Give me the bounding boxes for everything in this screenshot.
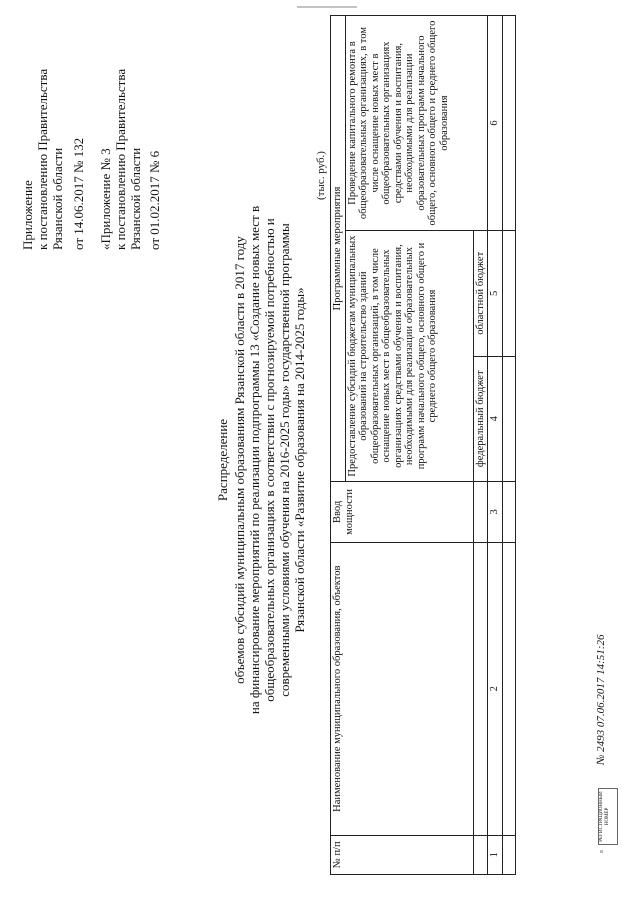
header-cell-empty [473,835,488,874]
appendix-line: к постановлению Правительства [35,68,50,250]
appendix-title: Приложение [20,180,35,250]
scan-noise [600,850,603,853]
header-cell-name: Наименование муниципального образования, объектов [331,542,474,835]
appendix-date: от 01.02.2017 № 6 [147,150,162,250]
title-line: объемов субсидий муниципальным образованиям Рязанской области в 2017 году [232,236,247,684]
table-cell [502,231,515,356]
table-cell [502,356,515,481]
table-cell [502,16,515,231]
header-cell-federal: федеральный бюджет [473,356,488,481]
column-number: 4 [488,356,503,481]
table-row [488,16,503,875]
appendix-block [20,20,162,250]
header-cell-repair: Проведение капитального ремонта в общеобразовательных организациях, в том числе оснащение новых мест в общеобразовательных организациях средствами обучения и воспитания, необходимыми для реализации образовательных программ начального общего, основного общего и среднего общего образования [345,16,488,231]
table-cell [502,481,515,542]
header-cell-program: Программные мероприятия [331,16,346,482]
registration-number: № 2493 07.06.2017 14:51:26 [595,634,607,765]
table-cell [502,542,515,835]
appendix-line: Рязанской области [128,147,143,250]
registration-stamp-text: РЕГИСТРАЦИОННЫЙ НОМЕР [599,791,610,842]
header-cell-empty [473,542,488,835]
column-number: 6 [488,16,503,231]
appendix-line: к постановлению Правительства [113,68,128,250]
header-cell-empty [473,481,488,542]
subsidy-table [330,15,516,875]
registration-stamp [598,788,618,845]
column-number: 5 [488,231,503,356]
scan-noise [297,6,357,8]
title-heading: Распределение [215,418,230,502]
document-title [215,110,307,810]
header-cell-regional: областной бюджет [473,231,488,356]
column-number: 3 [488,481,503,542]
title-line: Рязанской области «Развитие образования на 2014-2025 годы» [292,287,307,633]
appendix-quote-title: «Приложение № 3 [98,148,113,250]
title-line: современными условиями обучения на 2016-2025 годы» государственной программы [277,223,292,697]
table-cell [502,835,515,874]
column-number: 2 [488,542,503,835]
header-cell-construction: Предоставление субсидий бюджетам муниципальных образований на строительство зданий общеобразовательных организаций, в том числе оснащение новых мест в общеобразовательных организациях средствами обучения и воспитания, необходимыми для реализации образовательных программ начального общего, основного общего и среднего общего образования [345,231,473,482]
table-header-row [331,16,346,875]
appendix-date: от 14.06.2017 № 132 [71,137,86,250]
title-line: общеобразовательных организациях в соответствии с прогнозируемой потребностью и [262,218,277,702]
table-row [502,16,515,875]
appendix-line: Рязанской области [50,147,65,250]
header-cell-power: Ввод мощности [331,481,474,542]
header-cell-number: № п/п [331,835,474,874]
title-line: на финансирование мероприятий по реализации подпрограммы 13 «Создание новых мест в [247,205,262,715]
column-number: 1 [488,835,503,874]
units-label: (тыс. руб.) [315,151,327,200]
